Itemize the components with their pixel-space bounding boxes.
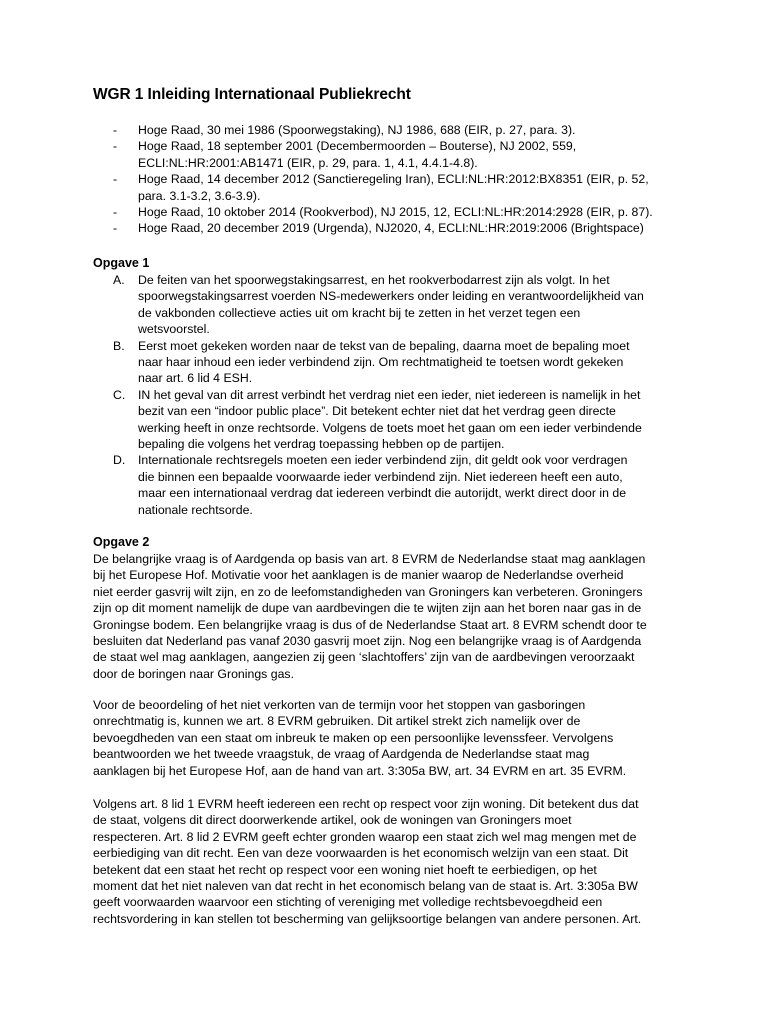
answer-line: bepaling die volgens het verdrag toepassing hebben op de partijen. [138, 437, 505, 452]
paragraph-line: bevoegdheden van een staat om inbreuk te maken op een persoonlijke levenssfeer. Vervolgens [93, 730, 614, 745]
case-reference-line: ECLI:NL:HR:2001:AB1471 (EIR, p. 29, para. 1, 4.1, 4.4.1-4.8). [138, 155, 478, 170]
paragraph-line: respecteren. Art. 8 lid 2 EVRM geeft echter gronden waarop een staat zich wel mag mengen met de [93, 829, 637, 844]
answer-item [113, 272, 703, 338]
case-reference-item [113, 220, 703, 236]
case-reference-line: Hoge Raad, 20 december 2019 (Urgenda), NJ2020, 4, ECLI:NL:HR:2019:2006 (Brightspace) [138, 221, 644, 236]
list-dash-marker: - [113, 123, 118, 137]
answer-letter: C. [113, 387, 126, 402]
paragraph-line: moment dat het niet naleven van dat recht in het economisch belang van de staat is. Art. 3:305a BW [93, 879, 638, 894]
list-dash-marker: - [113, 172, 118, 187]
answer-line: spoorwegstakingsarrest voerden NS-medewerkers onder leiding en verantwoordelijkheid van [138, 289, 644, 304]
opgave-2-paragraph-1 [93, 551, 693, 682]
paragraph-line: onrechtmatig is, kunnen we art. 8 EVRM gebruiken. Dit artikel strekt zich namelijk over de [93, 714, 581, 729]
paragraph-line: De belangrijke vraag is of Aardgenda op basis van art. 8 EVRM de Nederlandse staat mag aanklagen [93, 552, 646, 566]
answer-line: De feiten van het spoorwegstakingsarrest, en het rookverbodarrest zijn als volgt. In het [138, 273, 610, 287]
paragraph-line: geeft voorwaarden waarvoor een stichting of vereniging met volledige rechtsbevoegdheid een [93, 895, 603, 910]
answer-line: bezit van een “indoor public place”. Dit betekent echter niet dat het verdrag geen directe [138, 404, 616, 419]
answer-item [113, 387, 703, 453]
paragraph-line: rechtsvordering in kan stellen tot bescherming van gelijksoortige belangen van andere personen. Art. [93, 911, 642, 926]
answer-line: wetsvoorstel. [138, 322, 210, 337]
case-reference-line: para. 3.1-3.2, 3.6-3.9). [138, 188, 261, 203]
paragraph-line: door de boringen naar Gronings gas. [93, 666, 294, 681]
answer-line: naar art. 6 lid 4 ESH. [138, 371, 253, 386]
paragraph-line: bij het Europese Hof. Motivatie voor het aanklagen is de manier waarop de Nederlandse overheid [93, 568, 624, 583]
paragraph-line: Groningse bodem. Een belangrijke vraag is dus of de Nederlandse Staat art. 8 EVRM schendt door te [93, 617, 647, 632]
opgave-1-heading: Opgave 1 [93, 256, 150, 270]
case-reference-item [113, 138, 703, 171]
list-dash-marker: - [113, 139, 118, 154]
answer-line: nationale rechtsorde. [138, 502, 253, 517]
answer-letter: A. [113, 273, 125, 287]
answer-line: maar een internationaal verdrag dat iedereen verbindt die autorijdt, werkt direct door in de [138, 486, 627, 501]
answer-line: Eerst moet gekeken worden naar de tekst van de bepaling, daarna moet de bepaling moet [138, 338, 630, 353]
paragraph-line: aanklagen bij het Europese Hof, aan de hand van art. 3:305a BW, art. 34 EVRM en art. 35 EVRM. [93, 763, 627, 778]
case-reference-line: Hoge Raad, 14 december 2012 (Sanctieregeling Iran), ECLI:NL:HR:2012:BX8351 (EIR, p. 52, [138, 172, 649, 187]
answer-line: die binnen een bepaalde voorwaarde ieder verbindend zijn. Niet iedereen heeft een auto, [138, 469, 623, 484]
answer-line: de vakbonden collectieve acties uit om kracht bij te zetten in het verzet tegen een [138, 305, 581, 320]
paragraph-line: zijn op dit moment namelijk de dupe van aardbevingen die te wijten zijn aan het boren naar gas in de [93, 601, 642, 616]
answer-line: Internationale rechtsregels moeten een ieder verbindend zijn, dit geldt ook voor verdragen [138, 453, 628, 468]
paragraph-line: eerbiediging van dit recht. Een van deze voorwaarden is het economisch welzijn van een staat. Dit [93, 846, 629, 861]
answer-letter: D. [113, 453, 126, 468]
case-reference-item [113, 204, 703, 220]
case-reference-list [113, 122, 703, 237]
opgave-1-answer-list [113, 272, 703, 518]
case-reference-item [113, 122, 703, 138]
answer-item [113, 452, 703, 518]
paragraph-line: betekent dat een staat het recht op respect voor een woning niet hoeft te eerbiedigen, op het [93, 862, 597, 877]
answer-letter: B. [113, 338, 125, 353]
paragraph-line: de staat, volgens dit direct doorwerkende artikel, ook de woningen van Groningers moet [93, 813, 572, 828]
paragraph-line: beantwoorden we het tweede vraagstuk, de vraag of Aardgenda de Nederlandse staat mag [93, 747, 590, 762]
case-reference-item [113, 171, 703, 204]
paragraph-line: besluiten dat Nederland pas vanaf 2030 gasvrij moet zijn. Nog een belangrijke vraag is of Aardgenda [93, 634, 642, 649]
opgave-2-heading: Opgave 2 [93, 535, 150, 549]
list-dash-marker: - [113, 205, 118, 220]
answer-line: IN het geval van dit arrest verbindt het verdrag niet een ieder, niet iedereen is namelijk in het [138, 387, 641, 402]
answer-line: werking heeft in onze rechtsorde. Volgens de toets moet het gaan om een ieder verbindende [138, 420, 642, 435]
document-title: WGR 1 Inleiding Internationaal Publiekrecht [93, 86, 411, 103]
case-reference-line: Hoge Raad, 18 september 2001 (Decembermoorden – Bouterse), NJ 2002, 559, [138, 139, 577, 154]
answer-line: naar haar inhoud een ieder verbindend zijn. Om rechtmatigheid te toetsen wordt gekeken [138, 355, 624, 370]
paragraph-line: Voor de beoordeling of het niet verkorten van de termijn voor het stoppen van gasboringen [93, 698, 586, 712]
answer-item [113, 338, 703, 387]
paragraph-line: niet eerder gasvrij wilt zijn, en zo de leefomstandigheden van Groningers kan verbeteren. Groningers [93, 584, 643, 599]
paragraph-line: de staat wel mag aanklagen, aangezien zij geen ‘slachtoffers’ zijn van de aardbevingen veroorzaakt [93, 650, 635, 665]
opgave-2-paragraph-2 [93, 697, 693, 779]
case-reference-line: Hoge Raad, 10 oktober 2014 (Rookverbod), NJ 2015, 12, ECLI:NL:HR:2014:2928 (EIR, p. 87). [138, 205, 653, 220]
paragraph-line: Volgens art. 8 lid 1 EVRM heeft iedereen een recht op respect voor zijn woning. Dit betekent dus dat [93, 797, 639, 811]
opgave-2-paragraph-3 [93, 796, 693, 927]
case-reference-line: Hoge Raad, 30 mei 1986 (Spoorwegstaking), NJ 1986, 688 (EIR, p. 27, para. 3). [138, 123, 576, 137]
list-dash-marker: - [113, 221, 118, 236]
